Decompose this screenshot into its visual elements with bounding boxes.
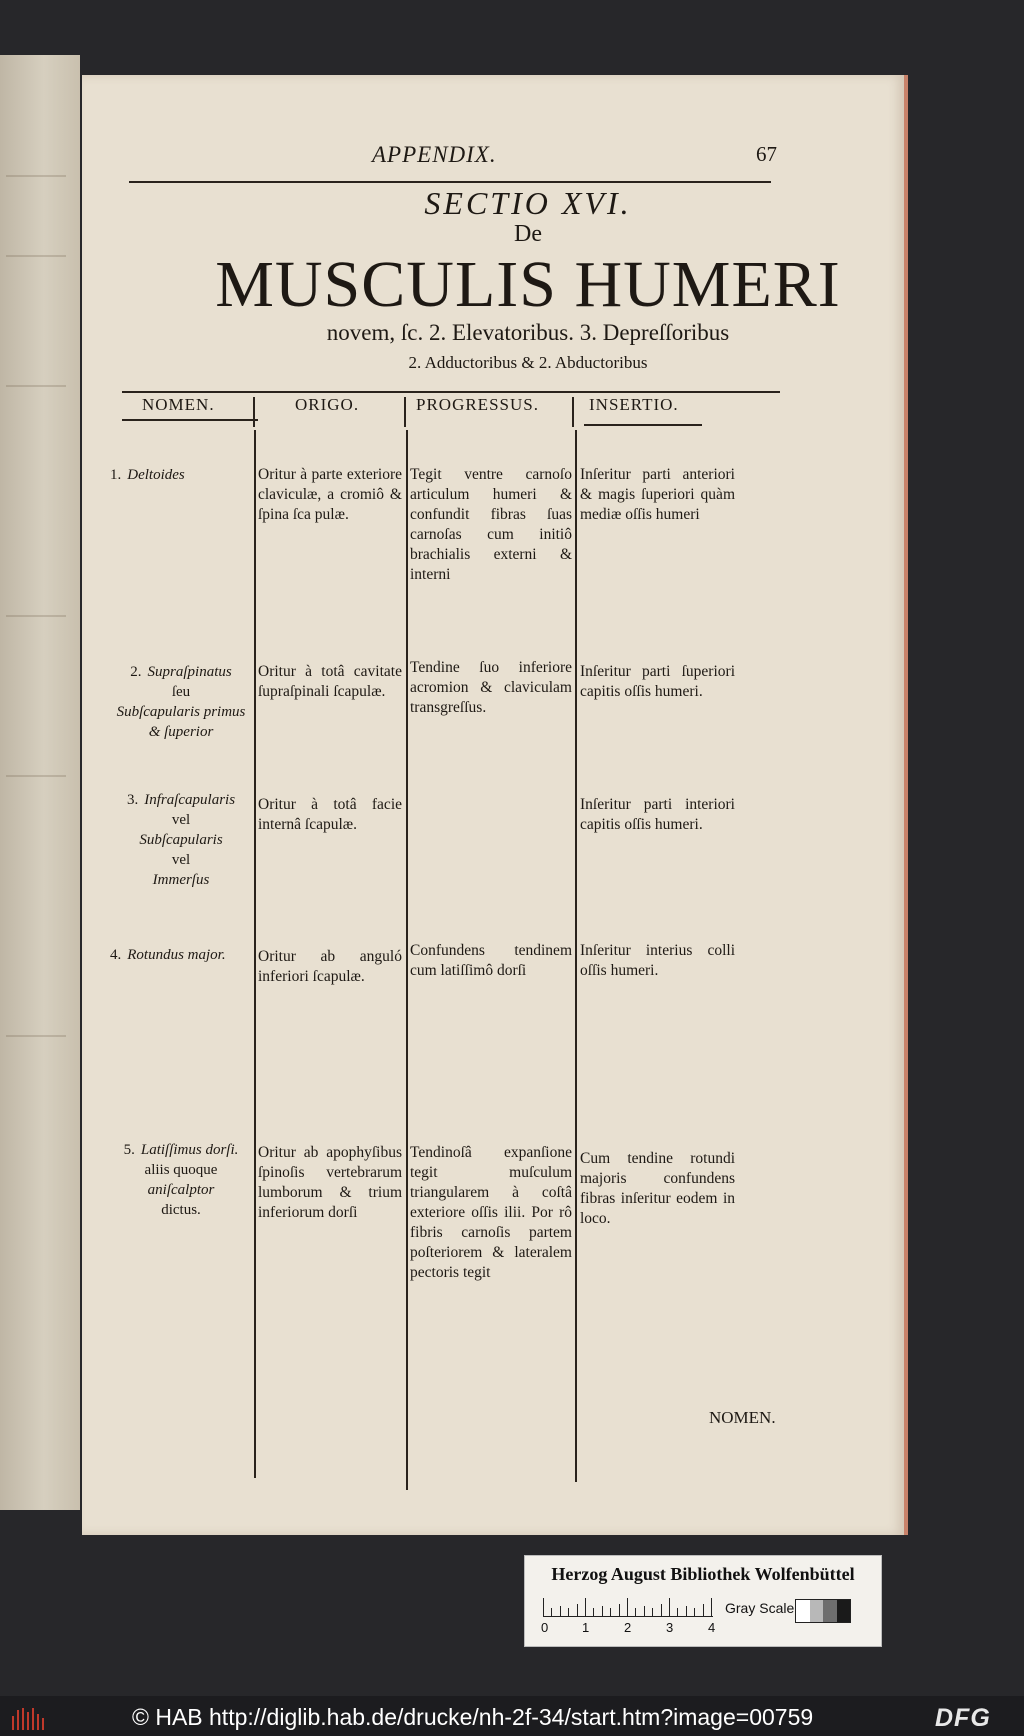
previous-page-edge [0, 55, 80, 1510]
origo-cell: Oritur ab apophyſibus ſpinoſis vertebrarum lumborum & trium inferiorum dorſi [258, 1144, 402, 1221]
grayscale-swatch [837, 1600, 851, 1622]
grayscale-label: Gray Scale [725, 1600, 795, 1616]
viewer-footer-bar [0, 1696, 1024, 1736]
library-color-card [524, 1555, 882, 1647]
scale-label: 4 [708, 1620, 716, 1635]
muscle-name: 5. Latiſſimus dorſi. aliis quoque aniſcalptor dictus. [123, 1142, 239, 1218]
grayscale-swatch [823, 1600, 837, 1622]
progressus-cell: Confundens tendinem cum latiſſimô dorſi [410, 942, 572, 979]
column-rule [575, 430, 577, 1482]
progressus-cell: Tendinoſâ expanſione tegit muſculum triangularem à coſtâ exteriore oſſis ilii. Por rô fibris carnoſis partem poſteriorem & lateralem pectoris tegit [410, 1144, 572, 1281]
grayscale-swatches [795, 1599, 851, 1623]
scale-label: 0 [541, 1620, 549, 1635]
column-rule [406, 430, 408, 1490]
subtitle-line-1: novem, ſc. 2. Elevatoribus. 3. Depreſſoribus [326, 320, 730, 345]
insertio-cell: Inſeritur interius colli oſſis humeri. [580, 942, 735, 979]
hab-logo-icon [12, 1708, 46, 1730]
copyright-url[interactable]: © HAB http://diglib.hab.de/drucke/nh-2f-34/start.htm?image=00759 [132, 1704, 814, 1730]
page-number: 67 [756, 142, 777, 166]
column-header-nomen: NOMEN. [142, 395, 215, 414]
subtitle-line-2: 2. Adductoribus & 2. Abductoribus [408, 353, 648, 372]
header-divider [404, 397, 406, 427]
progressus-cell: Tendine ſuo inferiore acromion & claviculam transgreſſus. [410, 659, 572, 716]
column-header-origo: ORIGO. [295, 395, 360, 414]
header-underline-insertio [584, 424, 702, 426]
library-name: Herzog August Bibliothek Wolfenbüttel [551, 1564, 855, 1584]
origo-cell: Oritur à parte exteriore claviculæ, a cromiô & ſpina ſca pulæ. [258, 466, 402, 523]
insertio-cell: Inſeritur parti interiori capitis oſſis humeri. [580, 796, 735, 833]
muscle-name: 4. Rotundus major. [110, 947, 226, 963]
grayscale-swatch [796, 1600, 810, 1622]
dfg-logo: DFG [935, 1704, 991, 1732]
header-divider [253, 397, 255, 427]
title-preposition: De [514, 221, 542, 247]
header-underline-nomen [122, 419, 258, 421]
section-title: SECTIO XVI. [424, 185, 632, 221]
catchword: NOMEN. [709, 1408, 776, 1427]
insertio-cell: Cum tendine rotundi majoris confundens fibras inſeritur eodem in loco. [580, 1150, 735, 1227]
main-title: MUSCULIS HUMERI [215, 248, 841, 321]
running-head: APPENDIX. [372, 142, 497, 167]
grayscale-swatch [810, 1600, 824, 1622]
origo-cell: Oritur à totâ facie internâ ſcapulæ. [258, 796, 402, 833]
column-header-progressus: PROGRESSUS. [416, 395, 539, 414]
scale-label: 3 [666, 1620, 674, 1635]
muscle-name: 3. Infraſcapularis vel Subſcapularis vel Immerſus [126, 792, 236, 888]
muscle-name: 2. Supraſpinatus ſeu Subſcapularis primus & ſuperior [116, 664, 246, 740]
insertio-cell: Inſeritur parti anteriori & magis ſuperiori quàm mediæ oſſis humeri [580, 466, 735, 523]
muscle-name: 1. Deltoides [110, 467, 185, 483]
scale-label: 2 [624, 1620, 632, 1635]
column-header-insertio: INSERTIO. [589, 395, 679, 414]
scale-label: 1 [582, 1620, 590, 1635]
header-divider [572, 397, 574, 427]
insertio-cell: Inſeritur parti ſuperiori capitis oſſis humeri. [580, 663, 735, 700]
table-top-rule [122, 391, 780, 393]
header-rule [129, 181, 771, 183]
origo-cell: Oritur ab anguló inferiori ſcapulæ. [258, 948, 402, 985]
column-rule [254, 430, 256, 1478]
origo-cell: Oritur à totâ cavitate ſupraſpinali ſcapulæ. [258, 663, 402, 700]
scale-ruler [543, 1598, 713, 1617]
book-page [82, 75, 908, 1535]
progressus-cell: Tegit ventre carnoſo articulum humeri & confundit fibras ſuas carnoſas cum initiô brachialis externi & interni [410, 466, 572, 583]
